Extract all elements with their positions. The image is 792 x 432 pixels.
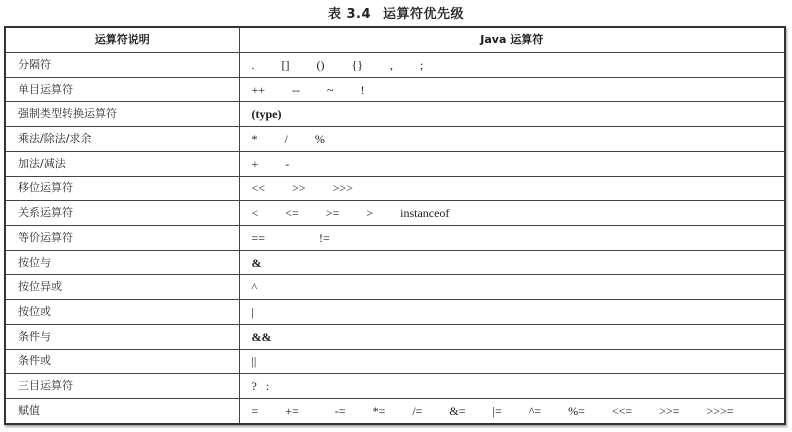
table-header-row: [6, 28, 784, 53]
table-row: [6, 374, 784, 399]
row-description: 按位与: [6, 250, 239, 275]
header-description: 运算符说明: [6, 28, 239, 53]
table-row: [6, 250, 784, 275]
table-row: [6, 349, 784, 374]
row-operators: ^: [239, 275, 784, 300]
row-operators: ? :: [239, 374, 784, 399]
caption-number: 表 3.4: [327, 7, 372, 22]
table-row: [6, 77, 784, 102]
row-description: 等价运算符: [6, 226, 239, 251]
table-caption: [0, 3, 792, 22]
table-row: [6, 176, 784, 201]
row-description: 加法/减法: [6, 151, 239, 176]
row-operators: = += -= *= /= &= |= ^= %= <<= >>= >>>=: [239, 399, 784, 423]
table-row: [6, 53, 784, 78]
row-operators: + -: [239, 151, 784, 176]
row-description: 三目运算符: [6, 374, 239, 399]
table-row: [6, 102, 784, 127]
row-operators: == !=: [239, 226, 784, 251]
table-row: [6, 151, 784, 176]
row-description: 关系运算符: [6, 201, 239, 226]
table-row: [6, 201, 784, 226]
row-operators: * / %: [239, 127, 784, 152]
table-row: [6, 127, 784, 152]
table-row: [6, 275, 784, 300]
operator-precedence-table-frame: [4, 26, 786, 425]
operator-precedence-table: [6, 28, 784, 423]
row-description: 移位运算符: [6, 176, 239, 201]
row-operators: (type): [239, 102, 784, 127]
row-description: 赋值: [6, 399, 239, 423]
table-row: [6, 226, 784, 251]
row-description: 乘法/除法/求余: [6, 127, 239, 152]
row-description: 强制类型转换运算符: [6, 102, 239, 127]
row-operators: &&: [239, 324, 784, 349]
row-operators: ++ -- ~ !: [239, 77, 784, 102]
row-description: 条件或: [6, 349, 239, 374]
row-operators: . [] () {} , ;: [239, 53, 784, 78]
header-java-operators: Java 运算符: [239, 28, 784, 53]
table-row: [6, 399, 784, 423]
row-description: 条件与: [6, 324, 239, 349]
table-row: [6, 324, 784, 349]
caption-title: 运算符优先级: [383, 7, 465, 22]
row-description: 单目运算符: [6, 77, 239, 102]
row-operators: << >> >>>: [239, 176, 784, 201]
table-row: [6, 300, 784, 325]
row-operators: &: [239, 250, 784, 275]
row-description: 按位异或: [6, 275, 239, 300]
row-operators: ||: [239, 349, 784, 374]
row-description: 按位或: [6, 300, 239, 325]
row-description: 分隔符: [6, 53, 239, 78]
row-operators: < <= >= > instanceof: [239, 201, 784, 226]
row-operators: |: [239, 300, 784, 325]
